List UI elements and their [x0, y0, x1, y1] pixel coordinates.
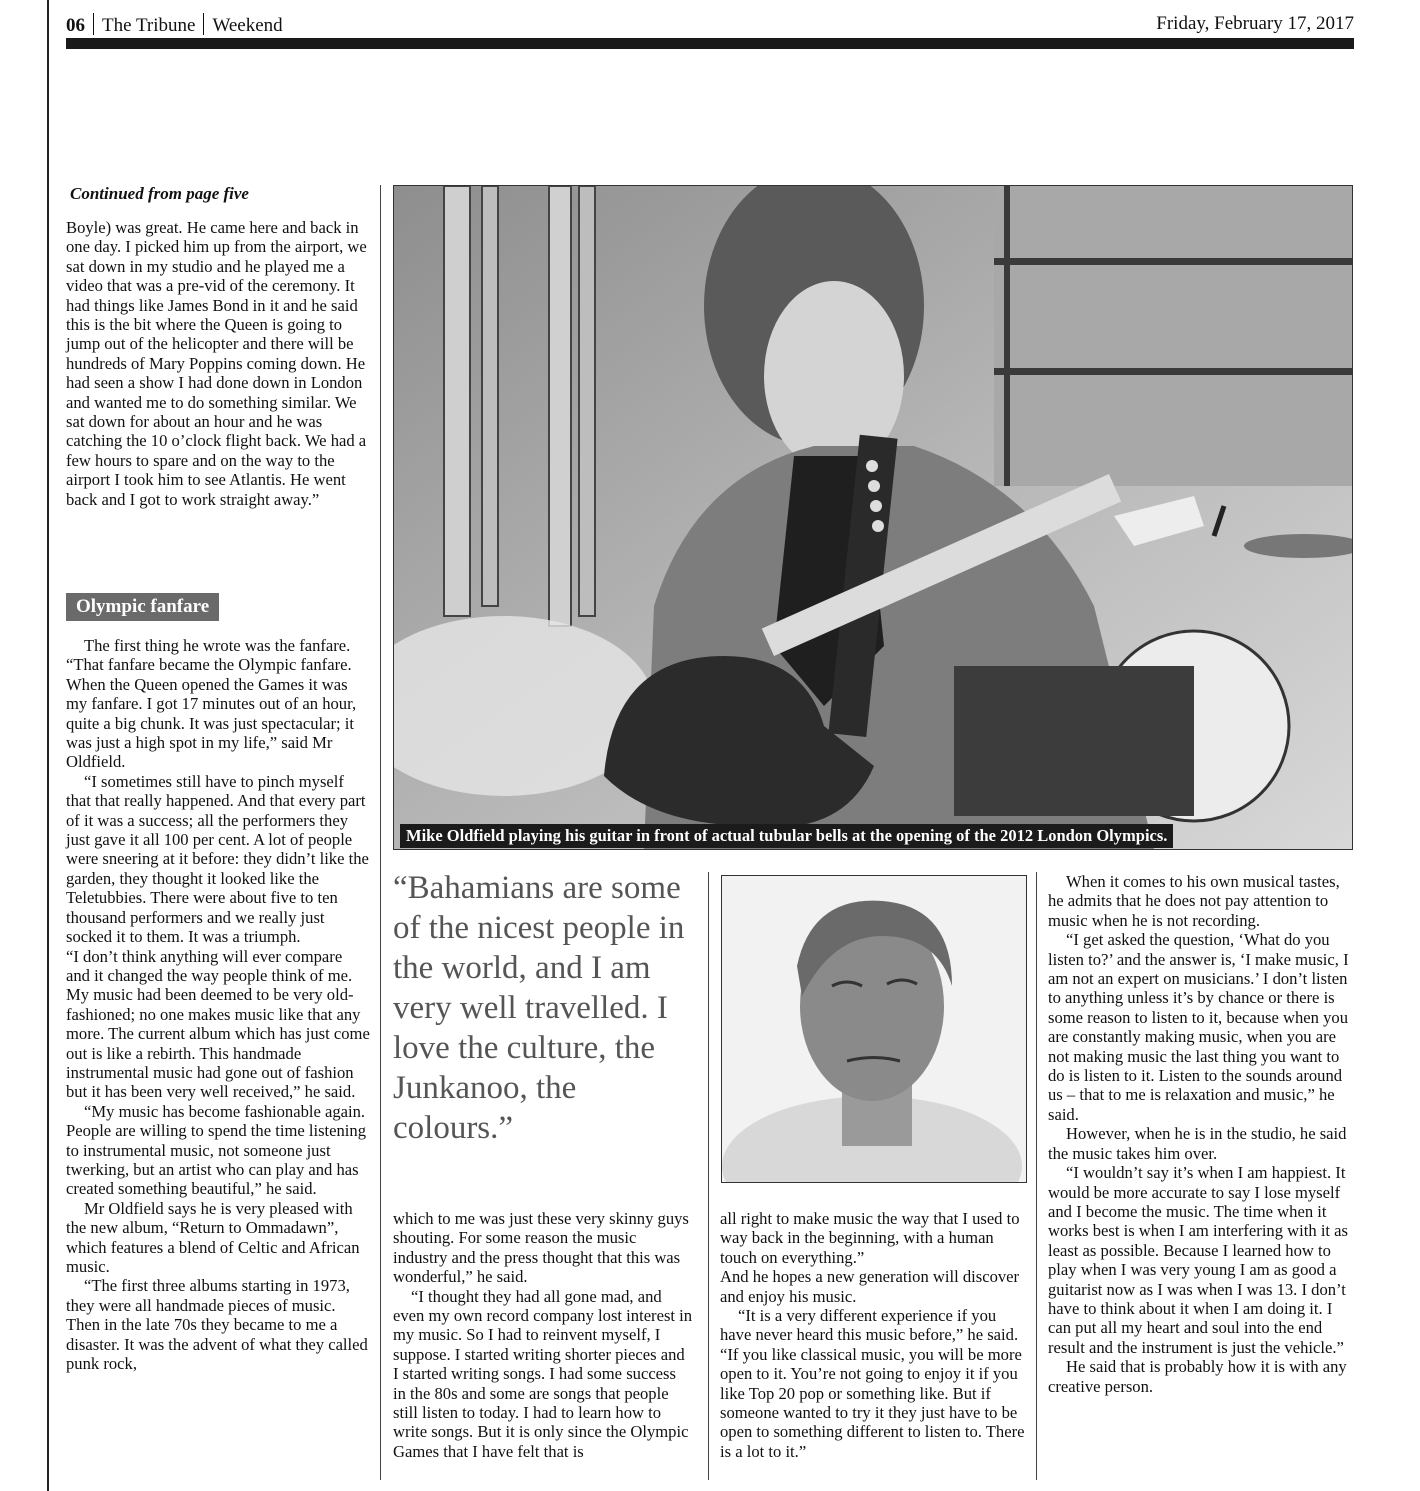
column-divider [1036, 872, 1037, 1480]
page-margin-rule [47, 0, 49, 1491]
paragraph: which to me was just these very skinny guys shouting. For some reason the music industry and the press thought that this was wonderful,” he said. [393, 1209, 689, 1287]
portrait-photo [721, 875, 1027, 1183]
continued-note: Continued from page five [70, 184, 249, 203]
paragraph: “I thought they had all gone mad, and even my own record company lost interest in my music. So I had to reinvent myself, I suppose. I started writing shorter pieces and I started writing songs. I had some success in the 80s and some are songs that people still listen to today. I had to learn how to write songs. But it is only since the Olympic Games that I have felt that is [393, 1286, 693, 1461]
paragraph: “I sometimes still have to pinch myself that that really happened. And that every part of it was a success; all the performers they just gave it all 100 per cent. A lot of people were sneering at it before: they didn’t like the garden, they thought it looked like the Teletubbies. There were about five to ten thousand performers and we really just socked it to them. It was a triumph. [66, 771, 369, 947]
column-divider [380, 185, 381, 1480]
issue-date: Friday, February 17, 2017 [1156, 13, 1354, 34]
column-4 [1048, 872, 1352, 1396]
paragraph: “It is a very different experience if you have never heard this music before,” he said. “If you like classical music, you will be more open to it. You’re not going to enjoy it if you like Top 20 pop or something like. But if someone wanted to try it they just have to be open to something different to listen to. There is a lot to it.” [720, 1306, 1025, 1461]
page-number: 06 [66, 15, 85, 36]
main-photo [393, 185, 1353, 850]
paragraph: “I don’t think anything will ever compare and it changed the way people think of me. My music had been deemed to be very old-fashioned; no one makes music like that any more. The current album which has just come out is like a rebirth. This handmade instrumental music had gone out of fashion but it has been very well received,” he said. [66, 946, 370, 1102]
paragraph: Mr Oldfield says he is very pleased with the new album, “Return to Ommadawn”, which features a blend of Celtic and African music. [66, 1198, 360, 1276]
paragraph: The first thing he wrote was the fanfare. “That fanfare became the Olympic fanfare. When the Queen opened the Games it was my fanfare. I got 17 minutes out of an hour, quite a big chunk. It was just spectacular; it was just a high spot in my life,” said Mr Oldfield. [66, 636, 357, 772]
column-1-bottom [66, 636, 370, 1373]
paragraph: “I get asked the question, ‘What do you listen to?’ and the answer is, ‘I make music, I am not an expert on musicians.’ I don’t listen to anything unless it’s by chance or there is some reason to listen to it, because when you are constantly making music, when you are not making music the last thing you want to do is listen to it. Listen to the sounds around us – that to me is relaxation and music,” he said. [1048, 930, 1349, 1124]
column-2 [393, 1209, 693, 1461]
paragraph: all right to make music the way that I used to way back in the beginning, with a human touch on everything.” [720, 1209, 1020, 1267]
paragraph: And he hopes a new generation will discover and enjoy his music. [720, 1267, 1020, 1306]
column-1-top [66, 218, 370, 509]
section-name: Weekend [212, 15, 283, 36]
pull-quote: “Bahamians are some of the nicest people in the world, and I am very well travelled. I love the culture, the Junkanoo, the colours.” [393, 870, 685, 1146]
paragraph: Boyle) was great. He came here and back in one day. I picked him up from the airport, we sat down in my studio and he played me a video that was a pre-vid of the ceremony. It had things like James Bond in it and he said this is the bit where the Queen is going to jump out of the helicopter and there will be hundreds of Mary Poppins coming down. He had seen a show I had done down in London and wanted me to do something similar. We sat down for about an hour and he was catching the 10 o’clock flight back. We had a few hours to spare and on the way to the airport I took him to see Atlantis. He went back and I got to work straight away.” [66, 218, 367, 509]
column-divider [708, 872, 709, 1480]
column-3 [720, 1209, 1026, 1461]
guitarist-photo-illustration [394, 186, 1352, 849]
paragraph: When it comes to his own musical tastes, he admits that he does not pay attention to music when he is not recording. [1048, 872, 1340, 930]
photo-caption: Mike Oldfield playing his guitar in front of actual tubular bells at the opening of the 2012 London Olympics. [400, 824, 1173, 848]
paragraph: “The first three albums starting in 1973, they were all handmade pieces of music. Then in the late 70s they became to me a disaster. It was the advent of what they called punk rock, [66, 1276, 368, 1374]
page-header [66, 10, 1354, 38]
folio-separator [203, 13, 204, 35]
paragraph: “I wouldn’t say it’s when I am happiest. It would be more accurate to say I lose myself and I become the music. The time when it works best is when I am interfering with it as least as possible. Because I learned how to play when I was very young I am as good a guitarist now as I was when I was 13. I don’t have to think about it when I am doing it. I can put all my heart and soul into the end result and the instrument is just the vehicle.” [1048, 1163, 1349, 1357]
folio-separator [93, 13, 94, 35]
portrait-illustration [722, 876, 1026, 1182]
subheading: Olympic fanfare [66, 593, 219, 621]
paper-name: The Tribune [102, 15, 196, 36]
header-rule [66, 38, 1354, 49]
photo-caption-bar [394, 819, 1352, 849]
paragraph: He said that is probably how it is with any creative person. [1048, 1357, 1347, 1396]
paragraph: “My music has become fashionable again. People are willing to spend the time listening to instrumental music, not someone just twerking, but an artist who can play and has created something beautiful,” he said. [66, 1101, 367, 1199]
folio [66, 13, 283, 37]
paragraph: However, when he is in the studio, he said the music takes him over. [1048, 1124, 1347, 1163]
